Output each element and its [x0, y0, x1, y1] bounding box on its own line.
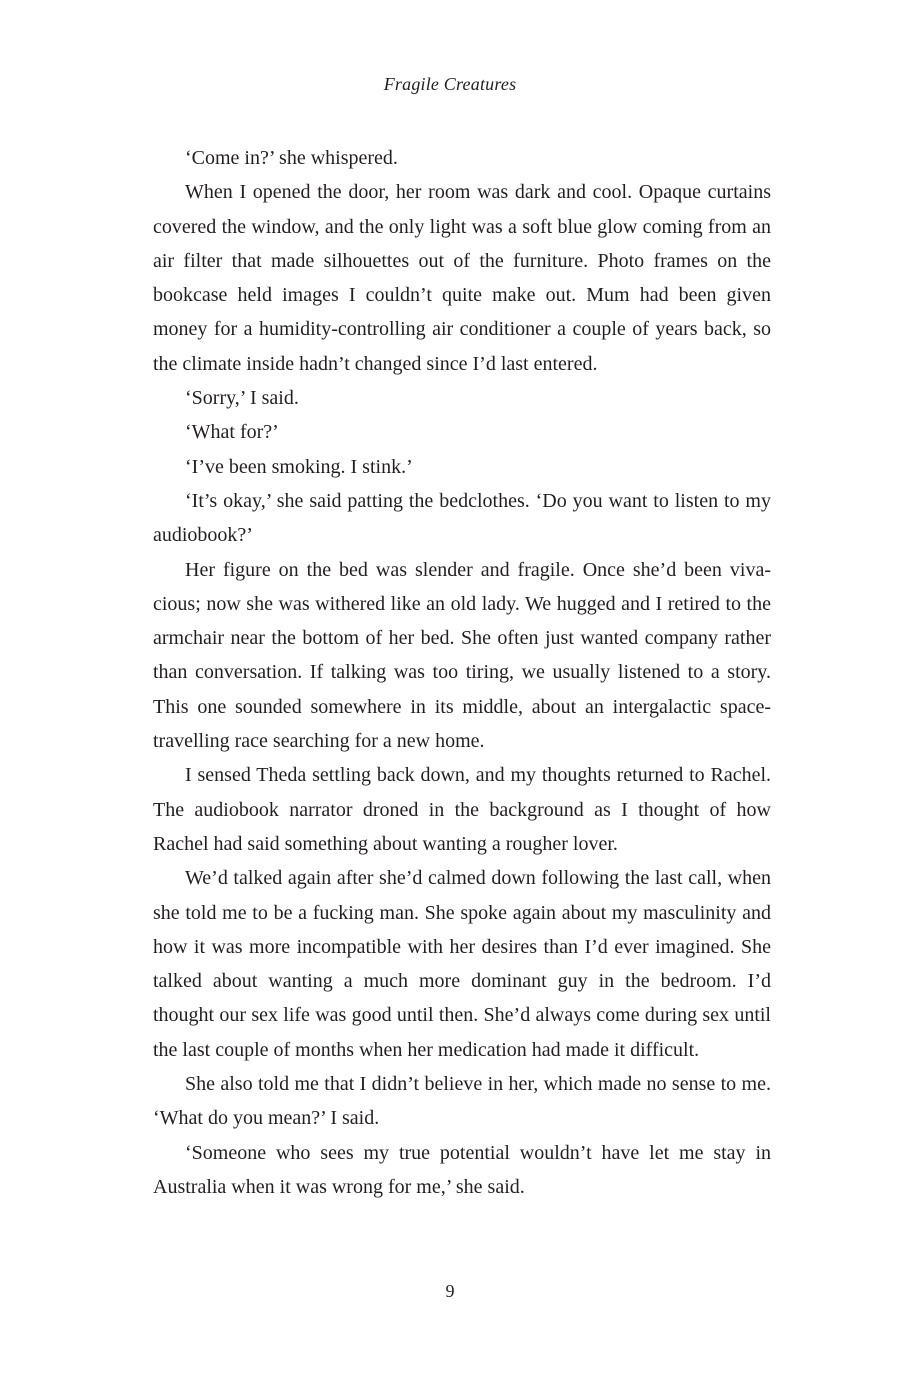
- paragraph: She also told me that I didn’t believe in her, which made no sense to me. ‘What do you mean?’ I said.: [153, 1073, 771, 1130]
- paragraph: When I opened the door, her room was dark and cool. Opaque curtains covered the window, and the only light was a soft blue glow coming from an air filter that made silhouettes out of the furniture. Photo frames on the bookcase held images I couldn’t quite make out. Mum had been given money for a humidity-controlling air conditioner a couple of years back, so the climate inside hadn’t changed since I’d last entered.: [153, 181, 771, 375]
- paragraph: We’d talked again after she’d calmed down following the last call, when she told me to be a fucking man. She spoke again about my masculinity and how it was more incompatible with her desires than I’d ever imagined. She talked about wanting a much more dominant guy in the bedroom. I’d thought our sex life was good until then. She’d always come during sex until the last couple of months when her medication had made it difficult.: [153, 867, 771, 1061]
- paragraph: ‘It’s okay,’ she said patting the bedclothes. ‘Do you want to listen to my audiobook?’: [153, 489, 771, 547]
- paragraph: Her figure on the bed was slender and fragile. Once she’d been vivacious; now she was withered like an old lady. We hugged and I retired to the armchair near the bottom of her bed. She often just wanted company rather than conversation. If talking was too tiring, we usually listened to a story. This one sounded somewhere in its middle, about an intergalactic space-travelling race searching for a new home.: [153, 558, 771, 753]
- paragraph: ‘Someone who sees my true potential wouldn’t have let me stay in Australia when it was wrong for me,’ she said.: [153, 1141, 771, 1198]
- running-head: Fragile Creatures: [383, 74, 517, 94]
- page-number: 9: [445, 1281, 455, 1301]
- paragraph: ‘Come in?’ she whispered.: [185, 147, 398, 169]
- paragraph: I sensed Theda settling back down, and my thoughts returned to Rachel. The audiobook narrator droned in the background as I thought of how Rachel had said something about wanting a rougher lover.: [153, 764, 771, 855]
- body-text: [153, 141, 771, 1204]
- paragraph: ‘What for?’: [185, 421, 279, 444]
- paragraph: ‘Sorry,’ I said.: [185, 387, 299, 410]
- paragraph: ‘I’ve been smoking. I stink.’: [185, 455, 413, 478]
